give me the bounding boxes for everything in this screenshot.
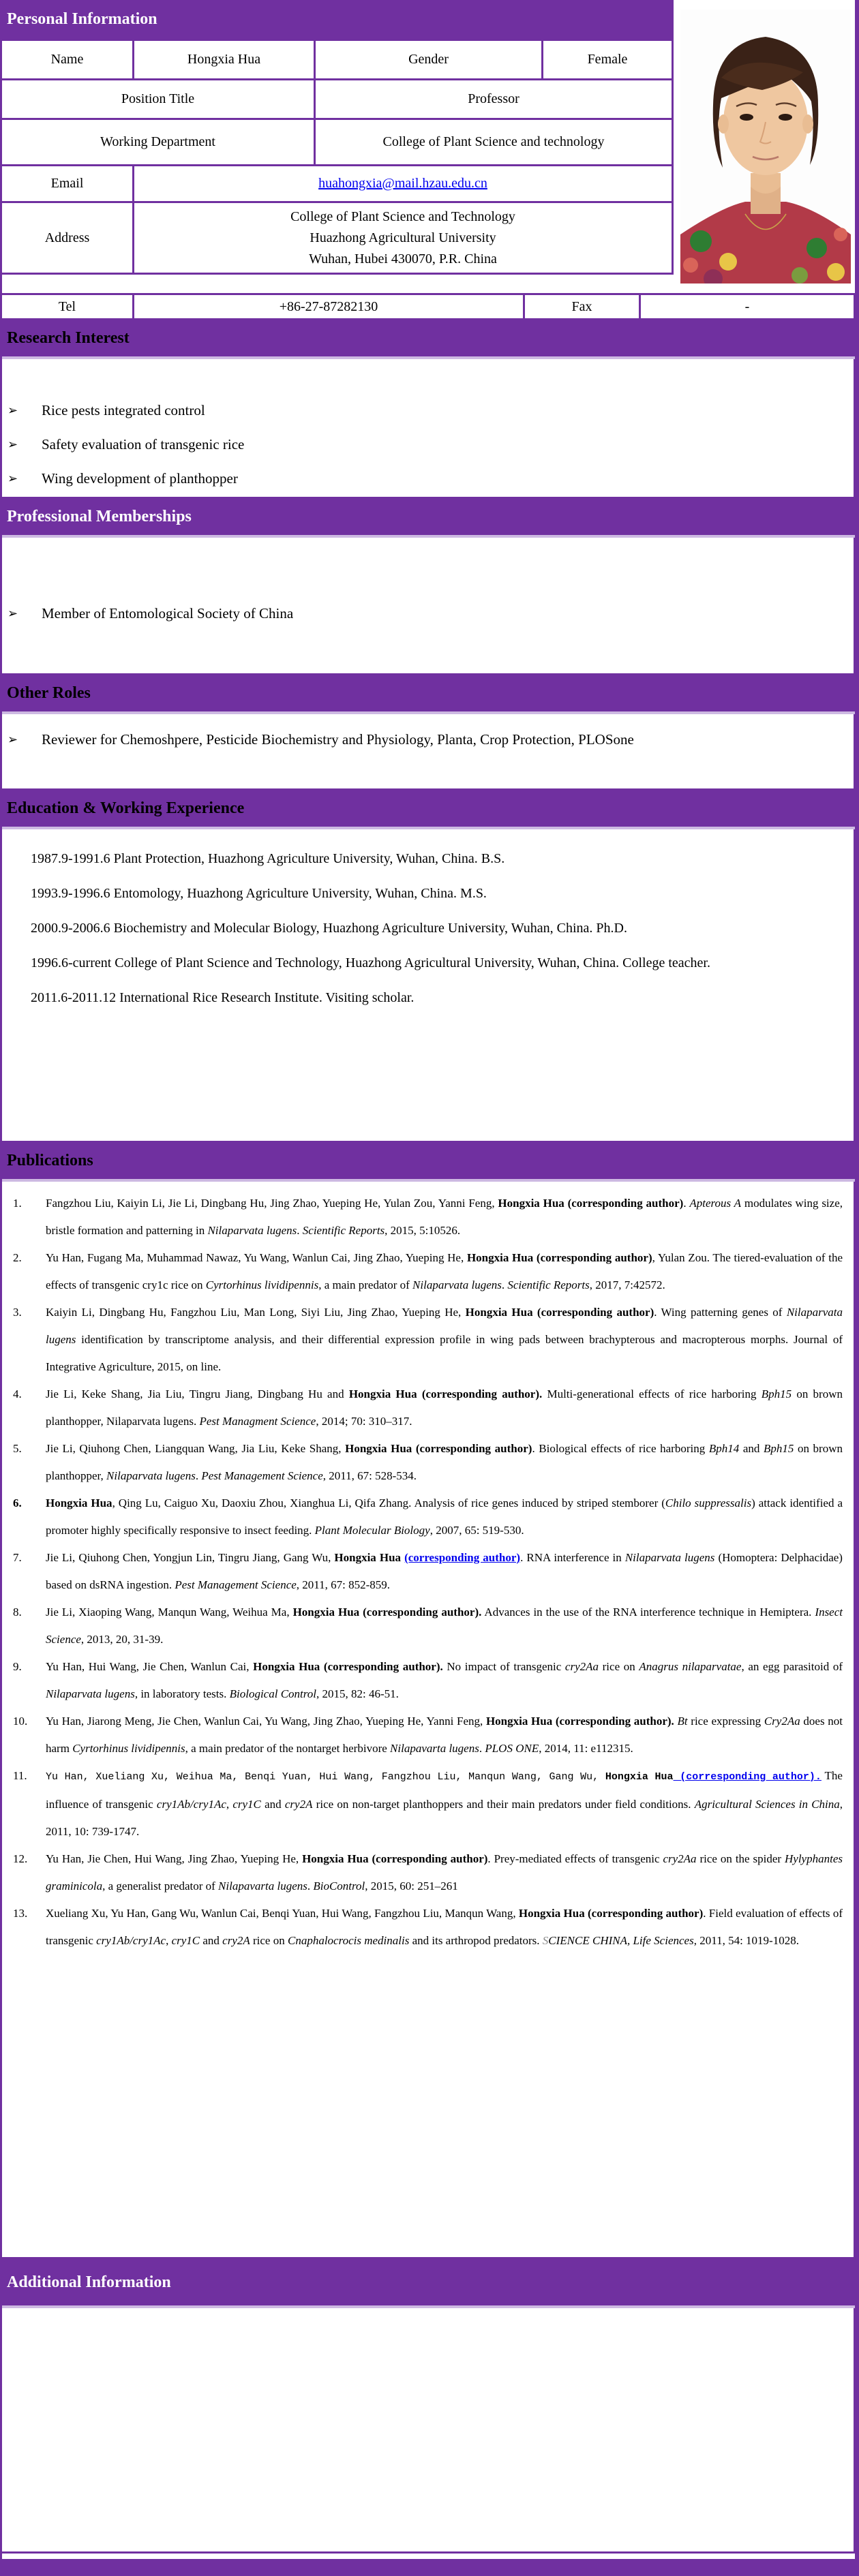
publication-number: 12. <box>13 1852 28 1865</box>
pub-segment: . <box>479 1742 485 1755</box>
pub-segment: Yu Han, Fugang Ma, Muhammad Nawaz, Yu Wang, Wanlun Cai, Jing Zhao, Yueping He, <box>46 1251 467 1264</box>
pub-segment: , 2013, 20, 31-39. <box>80 1633 164 1646</box>
pub-segment: , 2011, 10: 739-1747. <box>46 1798 843 1838</box>
pub-segment: Apterous A <box>689 1197 742 1210</box>
pub-segment: Insect Science <box>46 1606 843 1646</box>
pub-segment: , 2017, 7:42572. <box>589 1278 665 1291</box>
pub-segment: , an egg parasitoid of <box>741 1660 843 1673</box>
pub-segment: Cry2Aa <box>764 1715 800 1728</box>
pub-segment: , 2015, 5:10526. <box>385 1224 461 1237</box>
pub-segment: Cyrtorhinus lividipennis <box>72 1742 185 1755</box>
table-row <box>1 40 673 80</box>
pub-segment: PLOS ONE <box>485 1742 539 1755</box>
pub-segment: rice on <box>599 1660 639 1673</box>
pub-segment: , 2015, 82: 46-51. <box>316 1687 399 1700</box>
pub-segment: Pest Management Science <box>201 1469 323 1482</box>
publication-item <box>5 1435 847 1490</box>
pub-segment: Hongxia Hua (corresponding author). <box>253 1660 443 1673</box>
arrow-bullet-icon: ➢ <box>7 733 18 746</box>
publication-number: 1. <box>13 1197 22 1210</box>
publication-text <box>46 1490 847 1544</box>
name-value-cell: Hongxia Hua <box>134 40 315 80</box>
table-row <box>1 80 673 119</box>
pub-segment: Nilapavarta lugens <box>390 1742 479 1755</box>
pub-segment: Nilaparvata lugens <box>46 1687 135 1700</box>
address-line: College of Plant Science and Technology <box>290 209 515 224</box>
pub-segment: Fangzhou Liu, Kaiyin Li, Jie Li, Dingbang Hu, Jing Zhao, Yueping He, Yulan Zou, Yanni Feng, <box>46 1197 498 1210</box>
pub-segment: Nilaparvata lugens <box>46 1306 843 1346</box>
pub-segment: Multi-generational effects of rice harboring <box>542 1387 762 1400</box>
pub-segment: CIENCE CHINA, Life Sciences <box>548 1934 694 1947</box>
publication-text <box>46 1599 847 1653</box>
publication-number: 3. <box>13 1306 22 1319</box>
publications-list <box>5 1190 847 1954</box>
pub-segment: No impact of transgenic <box>442 1660 565 1673</box>
pub-segment: Nilaparvata lugens <box>106 1469 196 1482</box>
tel-fax-row <box>0 293 856 320</box>
professional-memberships-header <box>0 499 856 538</box>
pub-segment: does not harm <box>46 1715 843 1755</box>
pub-segment: Hongxia Hua (corresponding author). <box>485 1715 674 1728</box>
personal-info-title: Personal Information <box>7 10 157 28</box>
education-entry: 1993.9-1996.6 Entomology, Huazhong Agriculture University, Wuhan, China. M.S. <box>31 886 487 901</box>
pub-segment: , <box>226 1798 233 1811</box>
publication-number: 8. <box>13 1606 22 1619</box>
pub-segment: . Prey-mediated effects of transgenic <box>487 1852 663 1865</box>
pub-segment: . <box>297 1224 303 1237</box>
name-label-cell: Name <box>1 40 134 80</box>
pub-segment: cry2A <box>284 1798 313 1811</box>
list-item <box>2 427 854 461</box>
pub-segment: Yu Han, Xueliang Xu, Weihua Ma, Benqi Yuan, Hui Wang, Fangzhou Liu, Manqun Wang, Gang Wu, <box>46 1771 605 1783</box>
tel-label-cell: Tel <box>2 295 134 318</box>
position-label-cell: Position Title <box>1 80 315 119</box>
pub-segment: Hongxia Hua (corresponding author) <box>466 1251 652 1264</box>
pub-segment: on brown planthopper, <box>46 1442 843 1482</box>
pub-segment: Bph15 <box>763 1442 794 1455</box>
pub-segment: Hongxia Hua (corresponding author) <box>465 1306 654 1319</box>
publication-text <box>46 1299 847 1381</box>
pub-segment: Hongxia Hua (corresponding author) <box>345 1442 532 1455</box>
other-role-item: Reviewer for Chemoshpere, Pesticide Biochemistry and Physiology, Planta, Crop Protection, PLOSone <box>42 731 634 748</box>
publication-number: 7. <box>13 1551 22 1564</box>
pub-segment: , 2011, 67: 852-859. <box>296 1578 391 1591</box>
education-box <box>0 829 856 1143</box>
publication-text <box>46 1653 847 1708</box>
pub-segment: . <box>195 1469 202 1482</box>
education-entry: 1987.9-1991.6 Plant Protection, Huazhong Agriculture University, Wuhan, China. B.S. <box>31 851 505 866</box>
publication-item <box>5 1381 847 1435</box>
publication-text <box>46 1762 847 1845</box>
bottom-border-strip <box>0 2559 859 2576</box>
publication-text <box>46 1544 847 1599</box>
pub-segment: Hylyphantes graminicola <box>46 1852 843 1892</box>
tel-value-cell: +86-27-87282130 <box>134 295 525 318</box>
pub-segment: (Homoptera: Delphacidae) based on dsRNA ingestion. <box>46 1551 843 1591</box>
education-entry: 1996.6-current College of Plant Science and Technology, Huazhong Agricultural University, Wuhan, China. College teacher. <box>31 955 710 970</box>
left-frame-border <box>0 0 2 2576</box>
gender-value-cell: Female <box>543 40 673 80</box>
corresponding-author-link[interactable]: (corresponding author) <box>404 1551 521 1564</box>
publication-number: 10. <box>13 1715 28 1728</box>
publication-item <box>5 1490 847 1544</box>
publications-title: Publications <box>7 1152 93 1169</box>
research-interest-item: Safety evaluation of transgenic rice <box>42 436 245 453</box>
pub-segment: Agricultural Sciences in China <box>694 1798 840 1811</box>
pub-segment: , 2007, 65: 519-530. <box>430 1524 524 1537</box>
pub-segment: . <box>307 1880 314 1892</box>
membership-item: Member of Entomological Society of China <box>42 605 294 622</box>
pub-segment: Cnaphalocrocis medinalis <box>287 1934 410 1947</box>
publication-text <box>46 1708 847 1762</box>
fax-label-cell: Fax <box>525 295 641 318</box>
pub-segment: cry1Ab/cry1Ac <box>96 1934 166 1947</box>
pub-segment: , a main predator of the nontarget herbivore <box>185 1742 391 1755</box>
pub-segment: BioControl <box>313 1880 365 1892</box>
table-row <box>1 119 673 166</box>
pub-segment: Hongxia Hua (corresponding author). <box>292 1606 482 1619</box>
pub-segment: Chilo suppressalis <box>665 1497 752 1509</box>
pub-segment: Pest Management Science <box>175 1578 297 1591</box>
personal-info-table <box>0 39 674 275</box>
research-interest-item: Rice pests integrated control <box>42 402 205 418</box>
professional-memberships-box <box>0 538 856 675</box>
pub-segment: Hongxia Hua (corresponding author) <box>498 1197 684 1210</box>
pub-segment: Bph14 <box>708 1442 740 1455</box>
publication-item <box>5 1845 847 1900</box>
pub-segment: Nilaparvata lugens <box>207 1224 297 1237</box>
pub-segment: cry2Aa <box>564 1660 599 1673</box>
fax-value-cell: - <box>744 298 750 314</box>
pub-segment: on brown planthopper, Nilaparvata lugens. <box>46 1387 843 1428</box>
publication-item <box>5 1190 847 1244</box>
right-frame-border <box>855 0 859 2576</box>
pub-segment: modulates wing size, bristle formation and patterning in <box>46 1197 843 1237</box>
pub-segment: , 2015, 60: 251–261 <box>365 1880 458 1892</box>
publication-text <box>46 1190 847 1244</box>
pub-segment: Kaiyin Li, Dingbang Hu, Fangzhou Liu, Man Long, Siyi Liu, Jing Zhao, Yueping He, <box>46 1306 466 1319</box>
pub-segment: ) attack identified a promoter highly specifically responsive to insect feeding. <box>46 1497 843 1537</box>
email-label-cell: Email <box>1 166 134 202</box>
other-roles-box <box>0 714 856 791</box>
pub-segment: Nilaparvata lugens <box>624 1551 715 1564</box>
pub-segment: , 2014; 70: 310–317. <box>316 1415 412 1428</box>
pub-segment: Hongxia Hua <box>46 1497 112 1509</box>
department-value-cell: College of Plant Science and technology <box>315 119 673 166</box>
publication-text <box>46 1845 847 1900</box>
pub-segment: Advances in the use of the RNA interference technique in Hemiptera. <box>481 1606 815 1619</box>
pub-segment: rice on the spider <box>696 1852 785 1865</box>
pub-segment: , a generalist predator of <box>102 1880 219 1892</box>
arrow-bullet-icon: ➢ <box>7 403 18 417</box>
pub-segment: Nilaparvata lugens <box>412 1278 502 1291</box>
research-interest-item: Wing development of planthopper <box>42 470 238 487</box>
pub-segment: , a main predator of <box>318 1278 413 1291</box>
table-row <box>1 166 673 202</box>
address-value-cell <box>134 202 673 274</box>
pub-segment: , 2014, 11: e112315. <box>539 1742 633 1755</box>
education-entry: 2000.9-2006.6 Biochemistry and Molecular Biology, Huazhong Agriculture University, Wuhan, China. Ph.D. <box>31 921 627 936</box>
additional-information-title: Additional Information <box>7 2273 171 2291</box>
table-row <box>1 202 673 274</box>
pub-segment: identification by transcriptome analysis, and their differential expression profile in wing pads between brachypterous and macropterous morphs. Journal of Integrative Agriculture, 2015, on line. <box>46 1333 843 1373</box>
pub-segment: rice expressing <box>687 1715 764 1728</box>
pub-segment: rice on <box>250 1934 288 1947</box>
publication-text <box>46 1435 847 1490</box>
list-item <box>2 724 854 756</box>
list-item <box>2 393 854 427</box>
pub-segment: Jie Li, Qiuhong Chen, Yongjun Lin, Tingru Jiang, Gang Wu, <box>46 1551 335 1564</box>
address-line: Wuhan, Hubei 430070, P.R. China <box>309 251 497 266</box>
pub-segment: Nilapavarta lugens <box>218 1880 307 1892</box>
pub-segment: . RNA interference in <box>520 1551 625 1564</box>
pub-segment: Cyrtorhinus lividipennis <box>205 1278 319 1291</box>
publications-box <box>0 1182 856 2259</box>
pub-segment: , 2011, 67: 528-534. <box>322 1469 417 1482</box>
publication-item <box>5 1299 847 1381</box>
pub-segment: . Biological effects of rice harboring <box>532 1442 709 1455</box>
publication-number: 6. <box>13 1497 22 1509</box>
pub-segment: and <box>200 1934 223 1947</box>
publications-header <box>0 1143 856 1182</box>
publication-item <box>5 1762 847 1845</box>
pub-segment: Scientific Reports <box>507 1278 590 1291</box>
pub-segment: Pest Managment Science <box>199 1415 316 1428</box>
pub-segment: Hongxia Hua <box>334 1551 405 1564</box>
pub-segment: Bph15 <box>761 1387 792 1400</box>
research-interest-header <box>0 320 856 359</box>
address-label-cell: Address <box>1 202 134 274</box>
pub-segment: Yu Han, Jiarong Meng, Jie Chen, Wanlun Cai, Yu Wang, Jing Zhao, Yueping He, Yanni Feng, <box>46 1715 486 1728</box>
arrow-bullet-icon: ➢ <box>7 607 18 620</box>
publication-number: 5. <box>13 1442 22 1455</box>
publication-number: 2. <box>13 1251 22 1264</box>
publication-item <box>5 1599 847 1653</box>
pub-segment: Jie Li, Qiuhong Chen, Liangquan Wang, Jia Liu, Keke Shang, <box>46 1442 346 1455</box>
education-title: Education & Working Experience <box>7 799 245 817</box>
education-entry: 2011.6-2011.12 International Rice Research Institute. Visiting scholar. <box>31 990 415 1005</box>
additional-information-box <box>0 2308 856 2554</box>
pub-segment: cry2Aa <box>663 1852 697 1865</box>
personal-info-section <box>0 0 859 320</box>
corresponding-author-link[interactable]: (corresponding author). <box>673 1771 822 1783</box>
pub-segment: and <box>260 1798 285 1811</box>
publication-text <box>46 1381 847 1435</box>
department-label-cell: Working Department <box>1 119 315 166</box>
research-interest-title: Research Interest <box>7 329 130 347</box>
publication-item <box>5 1708 847 1762</box>
research-interest-box <box>0 359 856 499</box>
pub-segment: , <box>166 1934 172 1947</box>
pub-segment: Jie Li, Keke Shang, Jia Liu, Tingru Jiang, Dingbang Hu and <box>46 1387 349 1400</box>
pub-segment: cry1C <box>232 1798 261 1811</box>
pub-segment: Anagrus nilaparvatae <box>639 1660 742 1673</box>
photo-cell <box>675 0 856 293</box>
pub-segment: . <box>501 1278 508 1291</box>
education-header <box>0 791 856 829</box>
publication-number: 13. <box>13 1907 28 1920</box>
pub-segment: S <box>542 1934 549 1947</box>
arrow-bullet-icon: ➢ <box>7 438 18 451</box>
pub-segment: Yu Han, Hui Wang, Jie Chen, Wanlun Cai, <box>46 1660 254 1673</box>
address-line: Huazhong Agricultural University <box>310 230 496 245</box>
pub-segment: Hongxia Hua (corresponding author) <box>302 1852 488 1865</box>
pub-segment: The influence of transgenic <box>46 1769 843 1811</box>
pub-segment: , 2011, 54: 1019-1028. <box>693 1934 799 1947</box>
pub-segment: , Yulan Zou. The tiered-evaluation of the effects of transgenic cry1c rice on <box>46 1251 843 1291</box>
pub-segment: cry2A <box>222 1934 250 1947</box>
publication-item <box>5 1653 847 1708</box>
pub-segment: Yu Han, Jie Chen, Hui Wang, Jing Zhao, Yueping He, <box>46 1852 303 1865</box>
pub-segment: . Wing patterning genes of <box>654 1306 787 1319</box>
pub-segment: and <box>739 1442 764 1455</box>
list-item <box>2 461 854 495</box>
professional-memberships-title: Professional Memberships <box>7 508 192 525</box>
email-value-cell <box>134 166 673 202</box>
publication-item <box>5 1900 847 1954</box>
pub-segment: cry1C <box>171 1934 200 1947</box>
publication-number: 9. <box>13 1660 22 1673</box>
pub-segment: Jie Li, Xiaoping Wang, Manqun Wang, Weihua Ma, <box>46 1606 293 1619</box>
personal-info-header <box>0 0 674 39</box>
pub-segment: and its arthropod predators. <box>409 1934 543 1947</box>
pub-segment: Hongxia Hua (corresponding author) <box>518 1907 704 1920</box>
pub-segment: . Field evaluation of effects of transgenic <box>46 1907 843 1947</box>
publication-number: 11. <box>13 1769 27 1782</box>
publication-item <box>5 1544 847 1599</box>
list-item <box>2 596 854 630</box>
pub-segment: , Qing Lu, Caiguo Xu, Daoxiu Zhou, Xianghua Li, Qifa Zhang. Analysis of rice genes induced by striped stemborer ( <box>112 1497 665 1509</box>
publication-text <box>46 1900 847 1954</box>
pub-segment: Plant Molecular Biology <box>314 1524 430 1537</box>
pub-segment: . <box>683 1197 690 1210</box>
pub-segment: , in laboratory tests. <box>134 1687 230 1700</box>
profile-photo <box>680 10 851 283</box>
pub-segment: Biological Control <box>229 1687 316 1700</box>
email-link[interactable]: huahongxia@mail.hzau.edu.cn <box>318 176 487 191</box>
publication-number: 4. <box>13 1387 22 1400</box>
pub-segment: Xueliang Xu, Yu Han, Gang Wu, Wanlun Cai, Benqi Yuan, Hui Wang, Fangzhou Liu, Manqun Wang, <box>46 1907 519 1920</box>
publication-item <box>5 1244 847 1299</box>
pub-segment: Hongxia Hua (corresponding author). <box>348 1387 543 1400</box>
gender-label-cell: Gender <box>315 40 543 80</box>
pub-segment: Bt <box>677 1715 688 1728</box>
other-roles-header <box>0 675 856 714</box>
additional-information-header <box>0 2259 856 2308</box>
pub-segment: rice on non-target planthoppers and their main predators under field conditions. <box>312 1798 695 1811</box>
other-roles-title: Other Roles <box>7 684 91 702</box>
pub-segment: Hongxia Hua <box>605 1771 674 1783</box>
arrow-bullet-icon: ➢ <box>7 472 18 485</box>
position-value-cell: Professor <box>315 80 673 119</box>
pub-segment: Scientific Reports <box>302 1224 385 1237</box>
publication-text <box>46 1244 847 1299</box>
pub-segment: cry1Ab/cry1Ac <box>156 1798 226 1811</box>
